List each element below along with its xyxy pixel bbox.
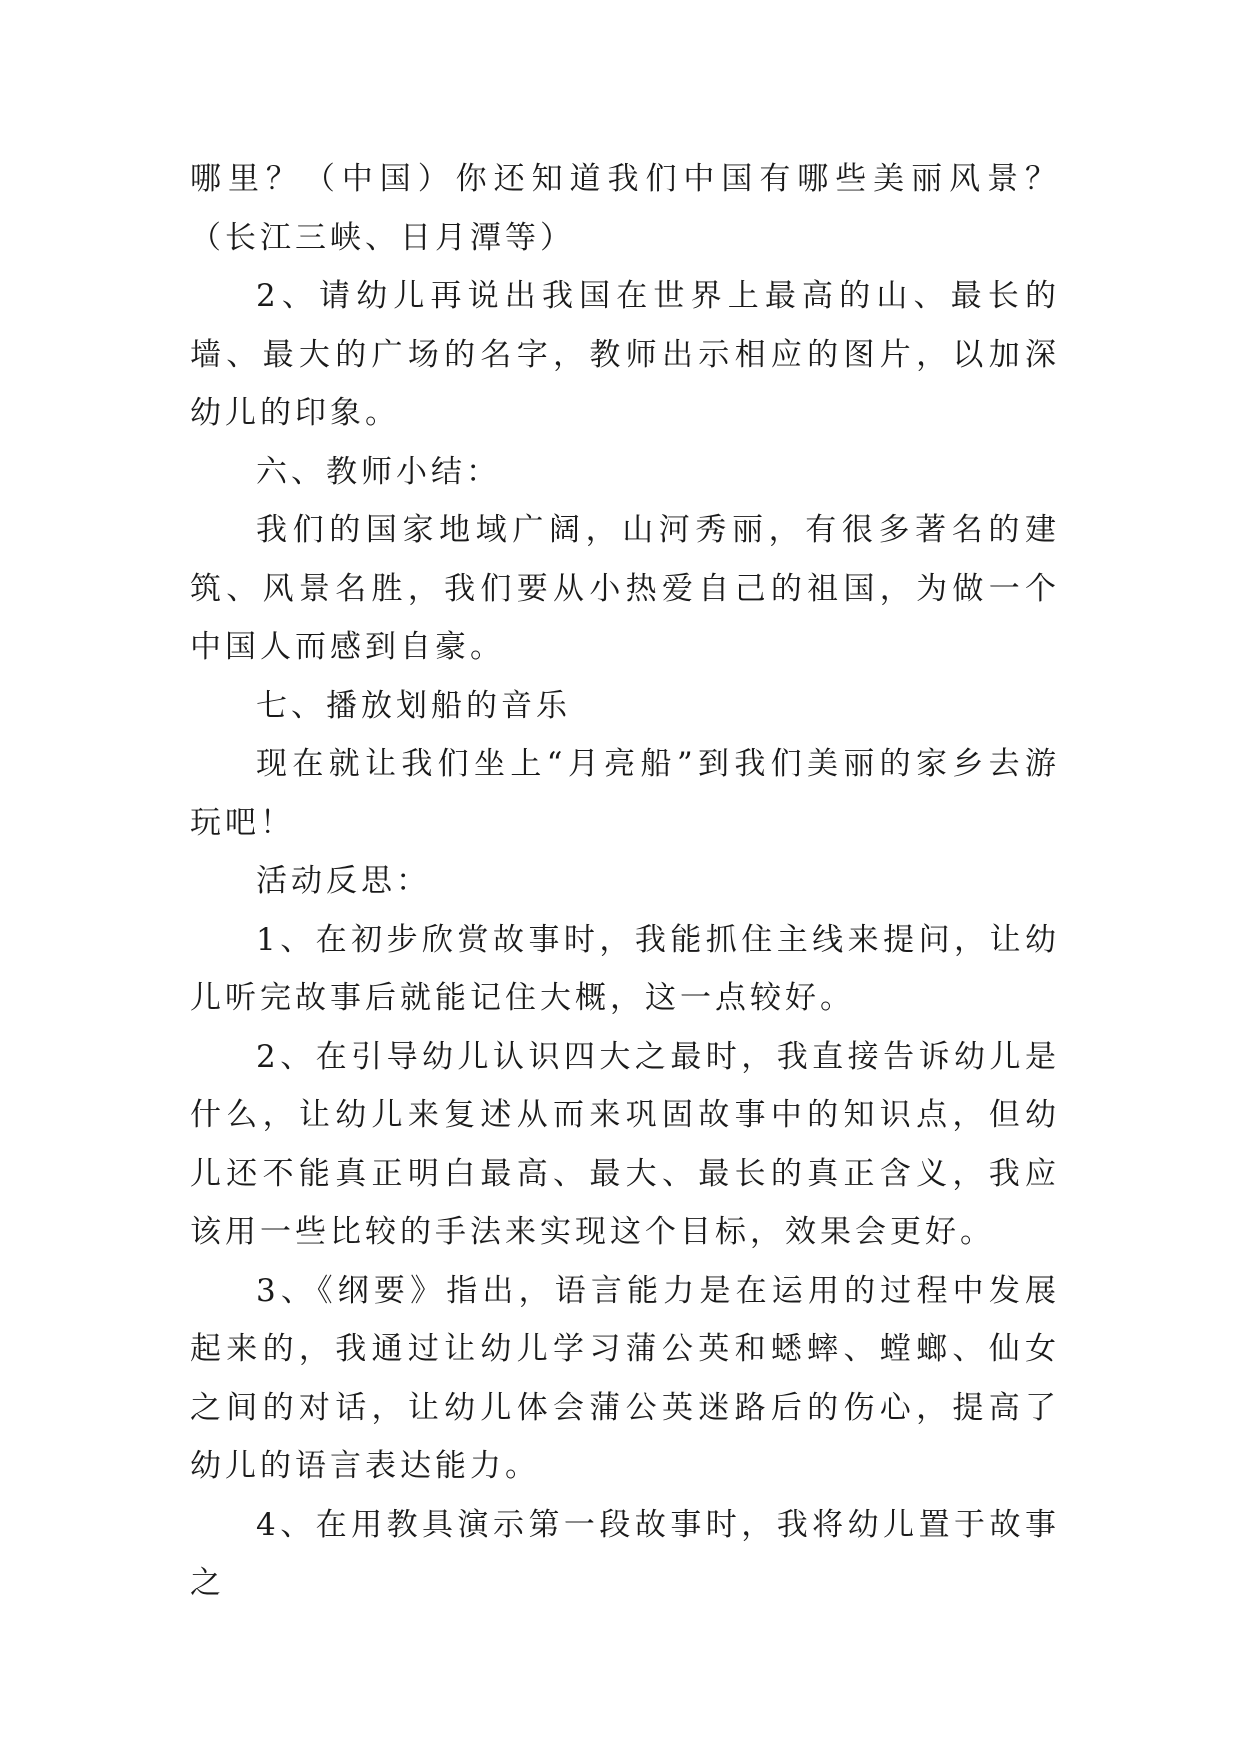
paragraph-reflection-4: 4、在用教具演示第一段故事时，我将幼儿置于故事之 <box>190 1506 1060 1601</box>
paragraph-reflection-3: 3、《纲要》指出，语言能力是在运用的过程中发展起来的，我通过让幼儿学习蒲公英和蟋蟀、螳螂、仙女之间的对话，让幼儿体会蒲公英迷路后的伤心，提高了幼儿的语言表达能力。 <box>190 1272 1060 1484</box>
section-heading-summary: 六、教师小结： <box>256 453 501 490</box>
paragraph-item-2-landmarks: 2、请幼儿再说出我国在世界上最高的山、最长的墙、最大的广场的名字，教师出示相应的图片，以加深幼儿的印象。 <box>190 278 1060 431</box>
paragraph-scenery-question: 哪里？（中国）你还知道我们中国有哪些美丽风景？（长江三峡、日月潭等） <box>190 161 1060 256</box>
paragraph-reflection-1: 1、在初步欣赏故事时，我能抓住主线来提问，让幼儿听完故事后就能记住大概，这一点较好。 <box>190 921 1060 1016</box>
section-heading-music: 七、播放划船的音乐 <box>256 687 571 724</box>
document-body <box>190 150 1060 1613</box>
paragraph-summary: 我们的国家地域广阔，山河秀丽，有很多著名的建筑、风景名胜，我们要从小热爱自己的祖国，为做一个中国人而感到自豪。 <box>190 512 1060 665</box>
section-heading-reflection: 活动反思： <box>256 863 431 899</box>
paragraph-reflection-2: 2、在引导幼儿认识四大之最时，我直接告诉幼儿是什么，让幼儿来复述从而来巩固故事中的知识点，但幼儿还不能真正明白最高、最大、最长的真正含义，我应该用一些比较的手法来实现这个目标，效果会更好。 <box>190 1038 1060 1250</box>
paragraph-moon-boat: 现在就让我们坐上“月亮船”到我们美丽的家乡去游玩吧！ <box>190 746 1060 841</box>
